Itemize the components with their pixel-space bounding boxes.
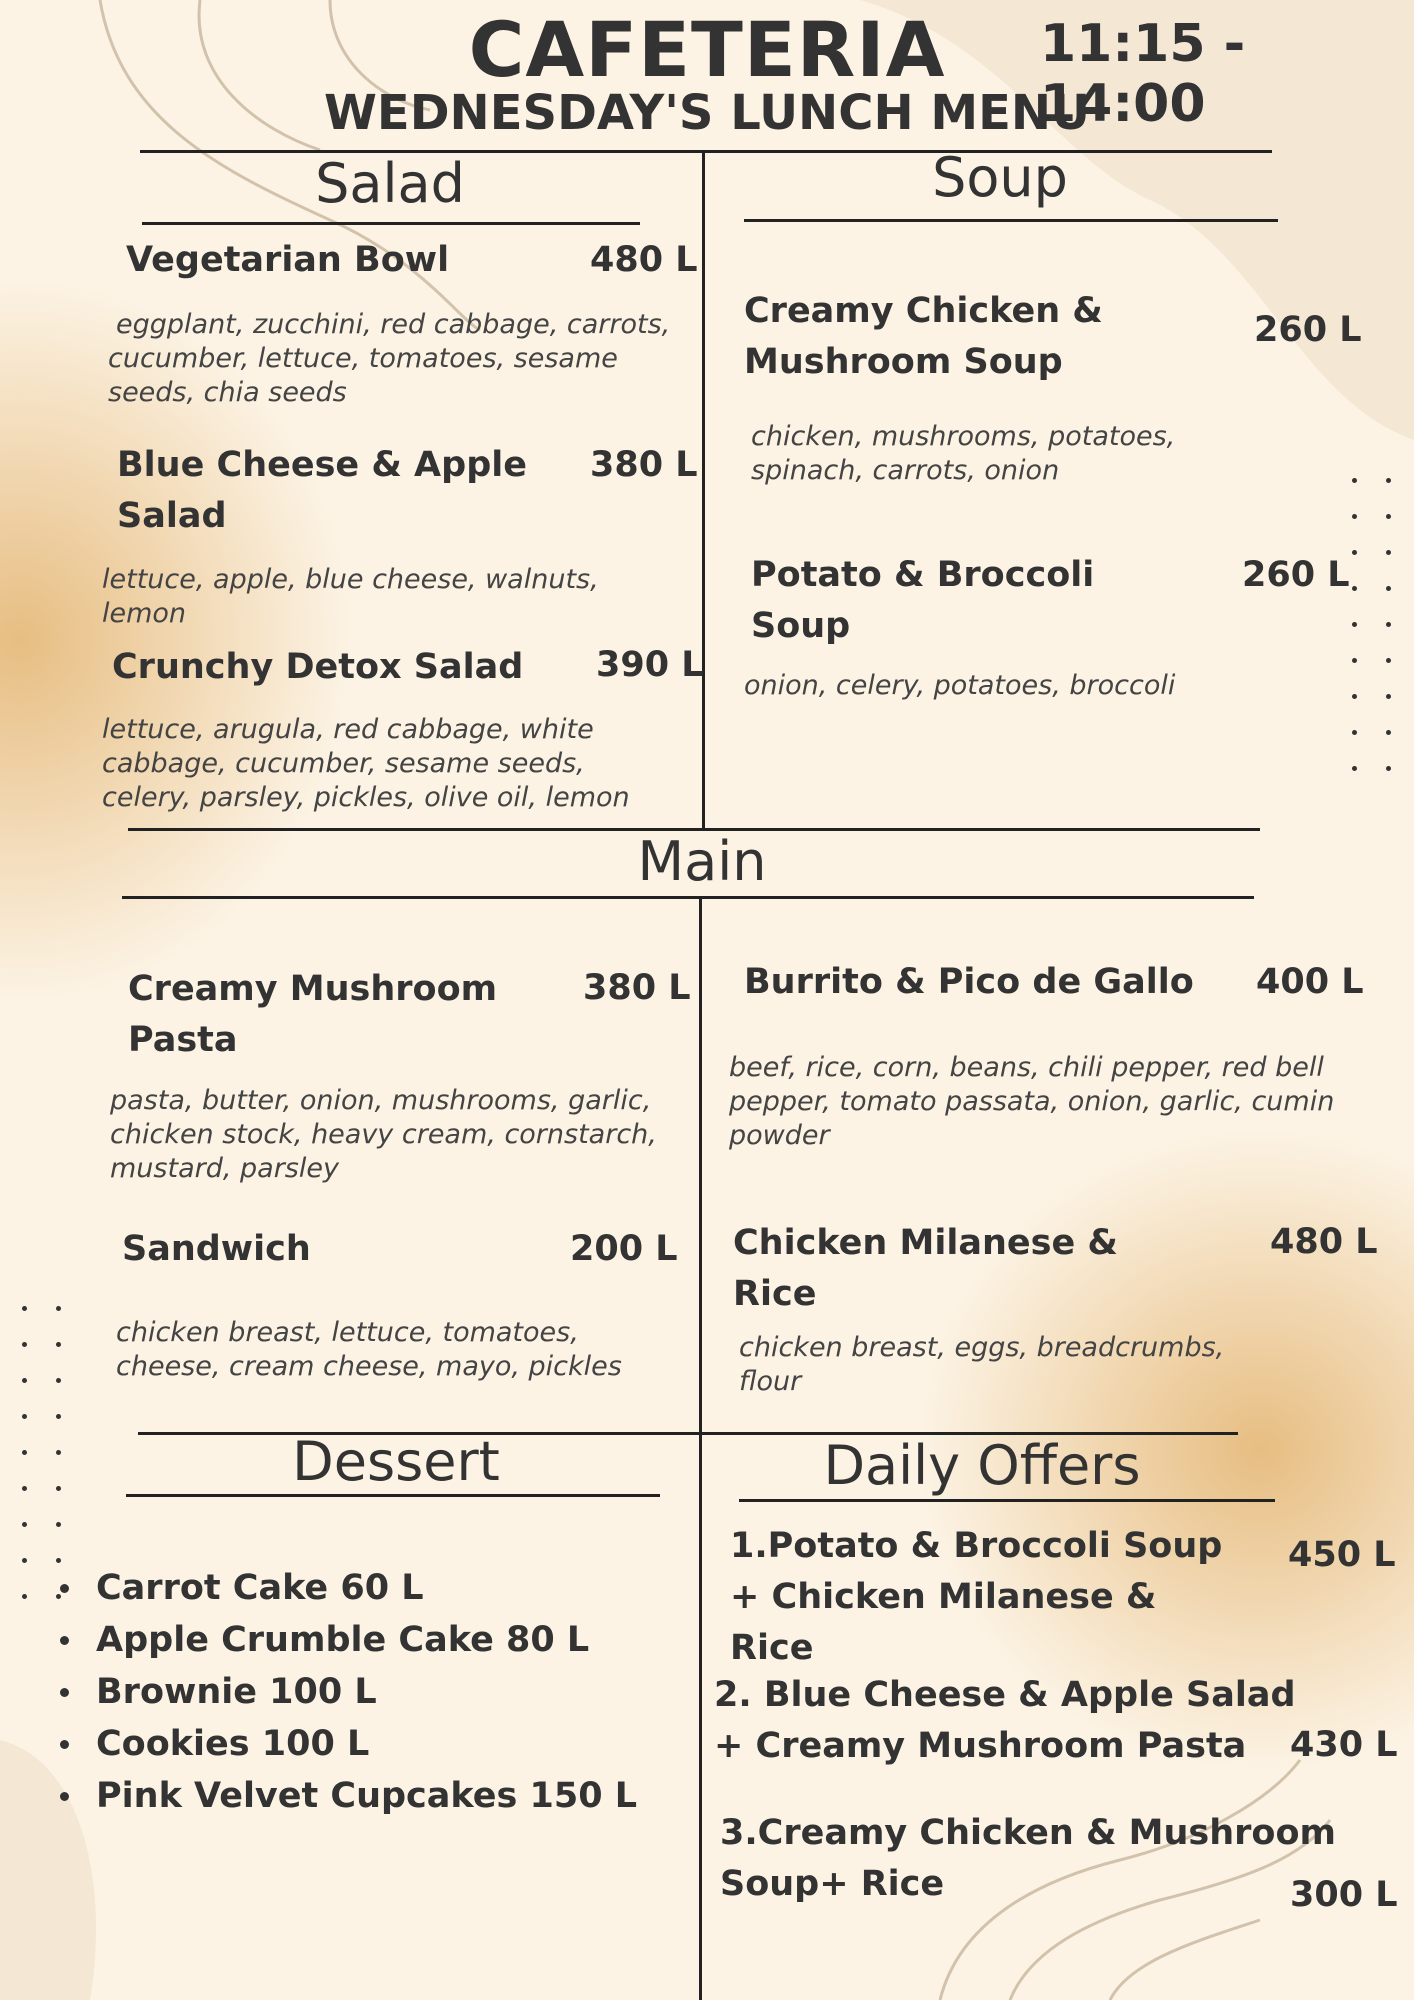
offer-price: 430 L xyxy=(1290,1725,1398,1765)
salad-heading: Salad xyxy=(315,152,465,215)
main-item-desc: pasta, butter, onion, mushrooms, garlic, chicken stock, heavy cream, cornstarch, mustard, parsley xyxy=(110,1085,657,1184)
salad-item-desc: lettuce, arugula, red cabbage, white cabbage, cucumber, sesame seeds, celery, parsley, pickles, olive oil, lemon xyxy=(102,714,630,813)
salad-item-name: Vegetarian Bowl xyxy=(126,240,450,280)
dessert-underline xyxy=(126,1494,660,1497)
divider-center-upper xyxy=(702,152,705,828)
main-item-price: 480 L xyxy=(1270,1222,1378,1262)
salad-underline xyxy=(142,222,640,225)
opening-hours: 11:15 - 14:00 xyxy=(1040,14,1246,134)
salad-item-desc: eggplant, zucchini, red cabbage, carrots, cucumber, lettuce, tomatoes, sesame seeds, chia seeds xyxy=(108,309,671,408)
main-item-name: Chicken Milanese & Rice xyxy=(733,1223,1118,1314)
dessert-heading: Dessert xyxy=(292,1430,500,1493)
salad-item-name: Crunchy Detox Salad xyxy=(112,647,524,687)
main-item-name: Creamy Mushroom Pasta xyxy=(128,969,498,1060)
offer-text: 2. Blue Cheese & Apple Salad + Creamy Mushroom Pasta xyxy=(714,1675,1296,1766)
soup-item-desc: chicken, mushrooms, potatoes, spinach, carrots, onion xyxy=(751,421,1176,486)
offer-text: 3.Creamy Chicken & Mushroom Soup+ Rice xyxy=(720,1813,1336,1904)
salad-item-price: 390 L xyxy=(596,645,704,685)
offers-heading: Daily Offers xyxy=(823,1434,1141,1497)
dot-grid-left xyxy=(22,1306,62,1646)
salad-item-price: 380 L xyxy=(590,445,698,485)
offers-underline xyxy=(739,1499,1275,1502)
soup-heading: Soup xyxy=(932,146,1068,209)
salad-item-name: Blue Cheese & Apple Salad xyxy=(117,445,527,536)
main-item-desc: chicken breast, lettuce, tomatoes, cheese, cream cheese, mayo, pickles xyxy=(116,1317,622,1382)
dessert-item: Pink Velvet Cupcakes 150 L xyxy=(60,1770,637,1822)
offer-price: 300 L xyxy=(1290,1875,1398,1915)
cafeteria-title: CAFETERIA xyxy=(468,5,946,94)
salad-item-desc: lettuce, apple, blue cheese, walnuts, lemon xyxy=(102,564,599,629)
divider-center-main xyxy=(699,898,702,1434)
soup-underline xyxy=(744,219,1278,222)
salad-item-price: 480 L xyxy=(590,240,698,280)
main-item-price: 400 L xyxy=(1256,962,1364,1002)
main-item-desc: chicken breast, eggs, breadcrumbs, flour xyxy=(739,1332,1225,1397)
main-item-name: Burrito & Pico de Gallo xyxy=(744,962,1194,1002)
soup-item-name: Creamy Chicken & Mushroom Soup xyxy=(744,291,1103,382)
main-item-desc: beef, rice, corn, beans, chili pepper, red bell pepper, tomato passata, onion, garlic, cumin powder xyxy=(729,1052,1335,1151)
divider-center-lower xyxy=(699,1434,702,2000)
soup-item-price: 260 L xyxy=(1254,310,1362,350)
soup-item-desc: onion, celery, potatoes, broccoli xyxy=(744,670,1176,701)
soup-item-name: Potato & Broccoli Soup xyxy=(751,555,1095,646)
offer-price: 450 L xyxy=(1288,1535,1396,1575)
dessert-item: Apple Crumble Cake 80 L xyxy=(60,1614,637,1666)
dessert-item: Carrot Cake 60 L xyxy=(60,1562,637,1614)
offer-text: 1.Potato & Broccoli Soup + Chicken Milanese & Rice xyxy=(730,1526,1223,1668)
main-heading: Main xyxy=(637,830,767,893)
soup-item-price: 260 L xyxy=(1242,555,1350,595)
dot-grid-right xyxy=(1352,478,1392,818)
main-item-price: 380 L xyxy=(583,968,691,1008)
main-item-price: 200 L xyxy=(570,1229,678,1269)
main-item-name: Sandwich xyxy=(122,1229,311,1269)
menu-subtitle: WEDNESDAY'S LUNCH MENU xyxy=(323,85,1091,141)
dessert-item: Cookies 100 L xyxy=(60,1718,637,1770)
dessert-list xyxy=(60,1562,637,1822)
dessert-item: Brownie 100 L xyxy=(60,1666,637,1718)
main-underline xyxy=(122,896,1254,899)
